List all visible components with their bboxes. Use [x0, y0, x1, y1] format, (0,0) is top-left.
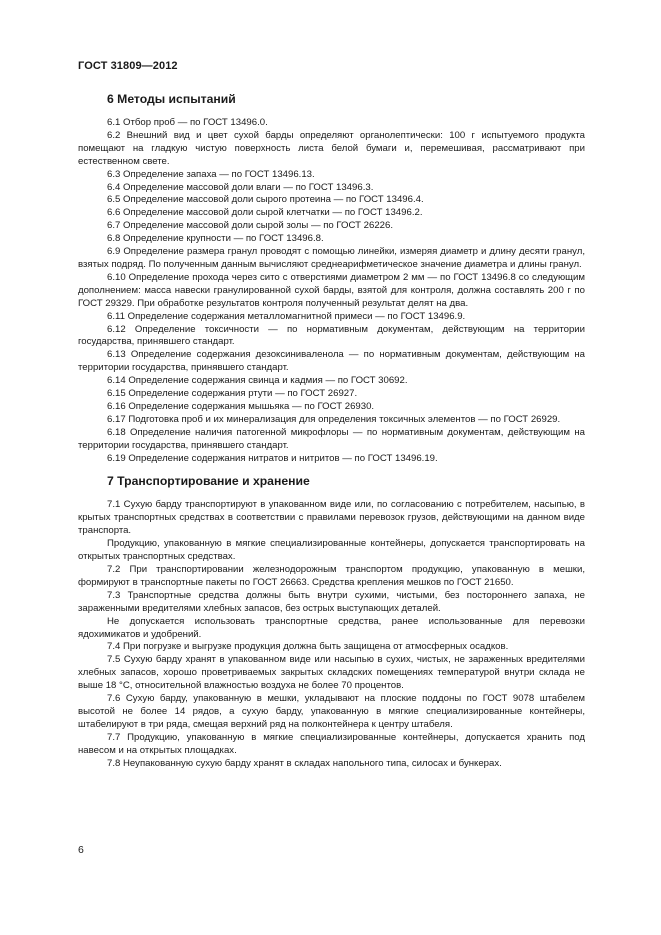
clause-6-2: 6.2 Внешний вид и цвет сухой барды определяют органолептически: 100 г испытуемого продукта помещают на гладкую чистую поверхность листа белой бумаги и, перемешивая, рассматривают при естественном свете. — [78, 129, 585, 167]
clause-6-19: 6.19 Определение содержания нитратов и нитритов — по ГОСТ 13496.19. — [107, 452, 438, 464]
clause-6-11: 6.11 Определение содержания металломагнитной примеси — по ГОСТ 13496.9. — [107, 310, 466, 322]
clause-7-5: 7.5 Сухую барду хранят в упакованном виде или насыпью в сухих, чистых, не зараженных вредителями хлебных запасов, хорошо проветриваемых закрытых складских помещениях температурой внутри склада не выше 18 °С, относительной влажностью воздуха не более 70 процентов. — [78, 654, 585, 692]
section-7-title: 7 Транспортирование и хранение — [107, 474, 310, 489]
clause-7-3-paragraph: Не допускается использовать транспортные средства, ранее использованные для перевозки ядохимикатов и удобрений. — [78, 615, 585, 640]
clause-6-8: 6.8 Определение крупности — по ГОСТ 13496.8. — [107, 233, 324, 245]
clause-6-14: 6.14 Определение содержания свинца и кадмия — по ГОСТ 30692. — [107, 375, 408, 387]
clause-6-5: 6.5 Определение массовой доли сырого протеина — по ГОСТ 13496.4. — [107, 194, 424, 206]
section-6-body — [78, 117, 585, 465]
clause-6-10: 6.10 Определение прохода через сито с отверстиями диаметром 2 мм — по ГОСТ 13496.8 со следующим дополнением: масса навески гранулированной сухой барды, взятой для контроля, должна составлять 200 г по ГОСТ 29329. При обработке результатов контроля полученный результат делят на два. — [78, 271, 585, 309]
clause-6-15: 6.15 Определение содержания ртути — по ГОСТ 26927. — [107, 388, 358, 400]
section-7-body — [78, 499, 585, 770]
document-header: ГОСТ 31809—2012 — [78, 60, 178, 72]
clause-7-2: 7.2 При транспортировании железнодорожным транспортом продукцию, упакованную в мешки, формируют в транспортные пакеты по ГОСТ 26663. Средства крепления мешков по ГОСТ 21650. — [78, 564, 585, 588]
clause-7-6: 7.6 Сухую барду, упакованную в мешки, укладывают на плоские поддоны по ГОСТ 9078 штабелем высотой не более 14 рядов, а сухую барду, упакованную в мягкие специализированные контейнеры, штабелируют в три ряда, смещая верхний ряд на полконтейнера к центру штабеля. — [78, 693, 585, 730]
clause-6-17: 6.17 Подготовка проб и их минерализация для определения токсичных элементов — по ГОСТ 26929. — [107, 413, 561, 425]
page-content — [78, 92, 585, 771]
clause-7-1-paragraph: Продукцию, упакованную в мягкие специализированные контейнеры, допускается транспортировать на открытых транспортных средствах. — [78, 538, 585, 563]
page-number: 6 — [78, 844, 84, 856]
clause-6-3: 6.3 Определение запаха — по ГОСТ 13496.13. — [107, 168, 315, 180]
clause-7-8: 7.8 Неупакованную сухую барду хранят в складах напольного типа, силосах и бункерах. — [107, 757, 502, 769]
clause-7-1: 7.1 Сухую барду транспортируют в упакованном виде или, по согласованию с потребителем, насыпью, в крытых транспортных средствах в соответствии с правилами перевозок грузов, действующими на данном виде транспорта. — [78, 499, 585, 537]
clause-6-13: 6.13 Определение содержания дезоксиниваленола — по нормативным документам, действующим на территории государства, принявшего стандарт. — [78, 349, 585, 374]
section-6-title: 6 Методы испытаний — [107, 92, 236, 106]
clause-6-4: 6.4 Определение массовой доли влаги — по ГОСТ 13496.3. — [107, 181, 374, 193]
clause-6-6: 6.6 Определение массовой доли сырой клетчатки — по ГОСТ 13496.2. — [107, 207, 423, 219]
clause-7-4: 7.4 При погрузке и выгрузке продукция должна быть защищена от атмосферных осадков. — [107, 641, 509, 653]
clause-7-3: 7.3 Транспортные средства должны быть внутри сухими, чистыми, без постороннего запаха, не зараженными вредителями хлебных запасов, без острых выступающих деталей. — [78, 589, 585, 614]
clause-6-18: 6.18 Определение наличия патогенной микрофлоры — по нормативным документам, действующим на территории государства, принявшего стандарт. — [78, 426, 585, 451]
clause-6-9: 6.9 Определение размера гранул проводят с помощью линейки, измеряя диаметр и длину десяти гранул, взятых подряд. По полученным данным вычисляют среднеарифметическое значение диаметра и длины гранул. — [78, 246, 585, 270]
clause-7-7: 7.7 Продукцию, упакованную в мягкие специализированные контейнеры, допускается хранить под навесом и на открытых площадках. — [78, 731, 585, 756]
clause-6-1: 6.1 Отбор проб — по ГОСТ 13496.0. — [107, 117, 268, 128]
clause-6-7: 6.7 Определение массовой доли сырой золы — по ГОСТ 26226. — [107, 220, 394, 232]
clause-6-16: 6.16 Определение содержания мышьяка — по ГОСТ 26930. — [107, 400, 375, 412]
clause-6-12: 6.12 Определение токсичности — по нормативным документам, действующим на территории государства, принявшего стандарт. — [78, 323, 585, 348]
